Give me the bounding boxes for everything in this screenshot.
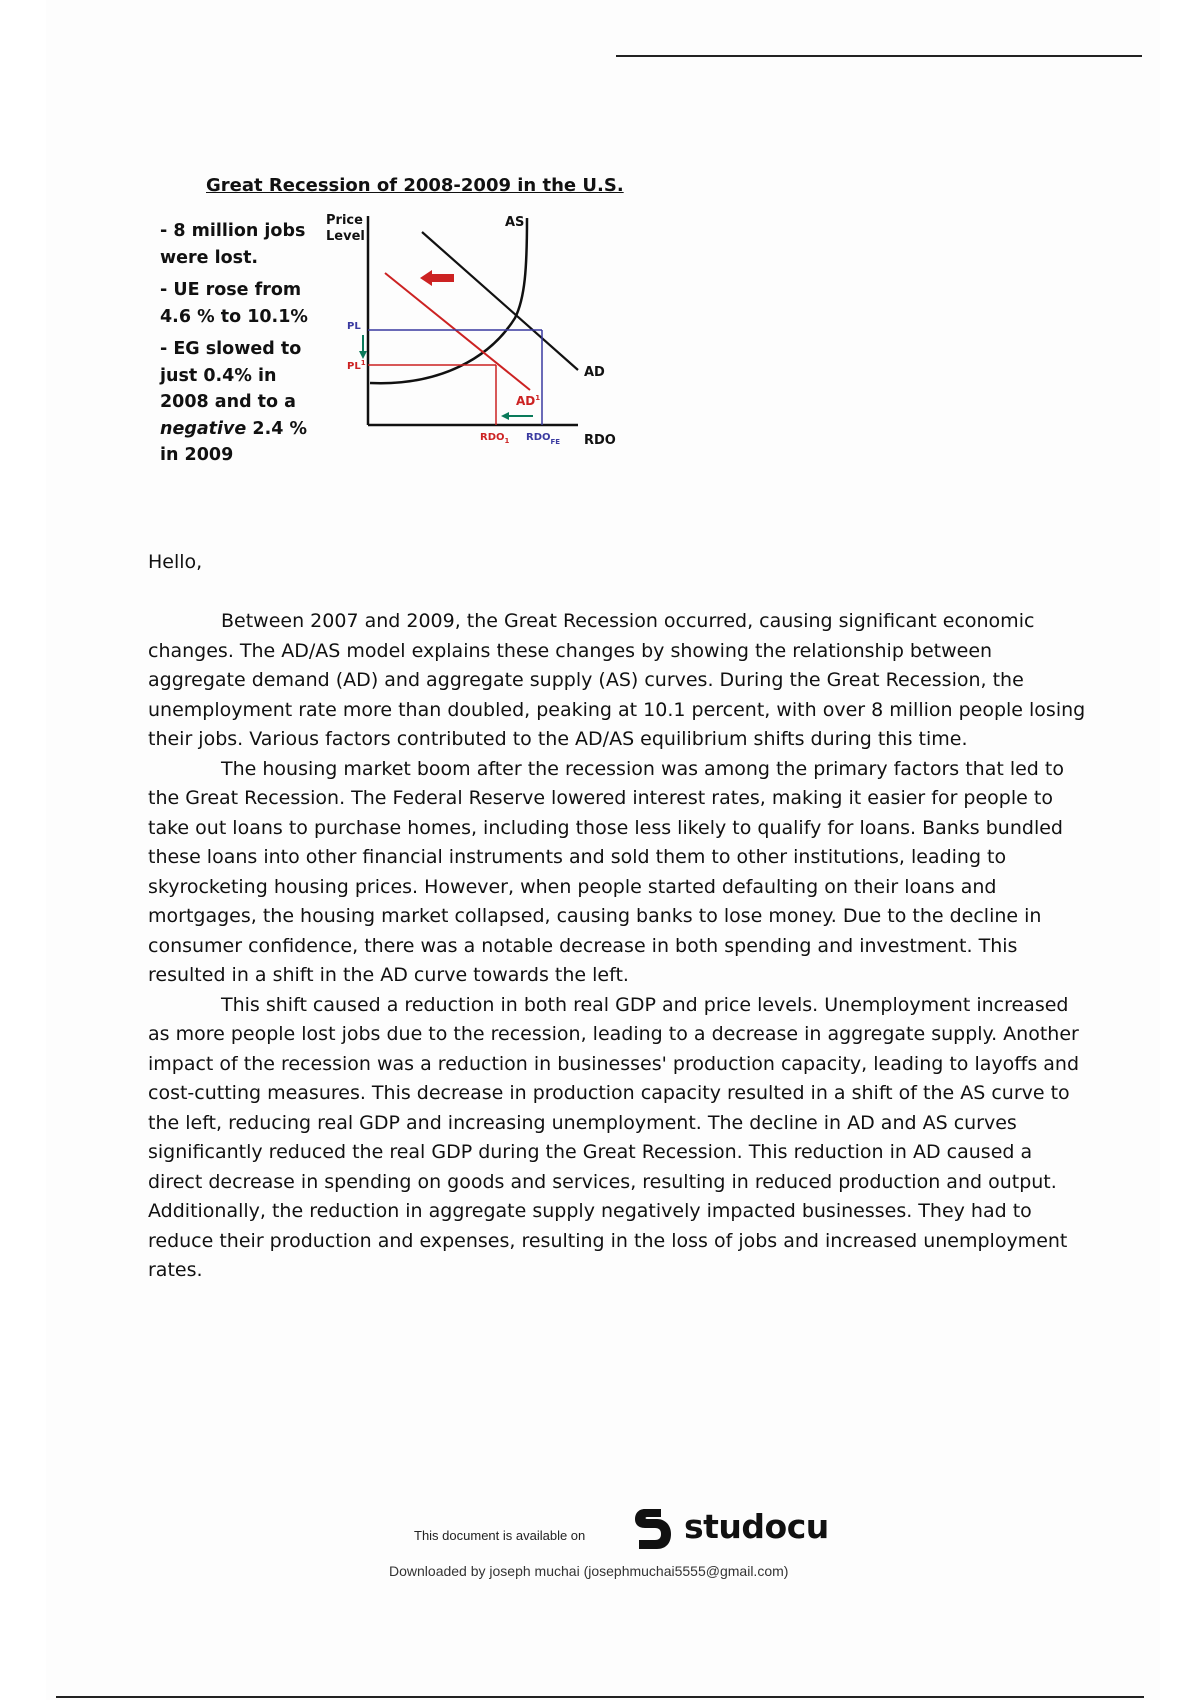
bullet-unemployment: - UE rose from 4.6 % to 10.1% [160,280,308,327]
bullet-growth: - EG slowed to just 0.4% in 2008 and to a negative 2.4 % in 2009 [160,339,308,465]
letter-body [148,607,1088,1286]
rdo1-label: $RDO_1$ [480,432,510,445]
downloaded-by-text: Downloaded by joseph muchai (josephmuchai5555@gmail.com) [389,1563,789,1579]
as-curve [370,218,527,383]
studocu-logo-icon[interactable] [631,1505,679,1553]
figure-title: Great Recession of 2008-2009 in the U.S. [206,175,624,196]
paragraph: Between 2007 and 2009, the Great Recession occurred, causing significant economic changes. The AD/AS model explains these changes by showing the relationship between aggregate demand (AD) and aggregate supply (AS) curves. During the Great Recession, the unemployment rate more than doubled, peaking at 10.1 percent, with over 8 million people losing their jobs. Various factors contributed to the AD/AS equilibrium shifts during this time. [148,610,1086,750]
studocu-brand[interactable]: studocu [684,1507,829,1546]
studocu-footer [0,1505,1200,1585]
pl-label: PL [347,321,361,332]
paragraph: The housing market boom after the recession was among the primary factors that led to the Great Recession. The Federal Reserve lowered interest rates, making it easier for people to take out loans to purchase homes, including those less likely to qualify for loans. Banks bundled these loans into other financial instruments and sold them to other institutions, leading to skyrocketing housing prices. However, when people started defaulting on their loans and mortgages, the housing market collapsed, causing banks to lose money. Due to the decline in consumer confidence, there was a notable decrease in both spending and investment. This resulted in a shift in the AD curve towards the left. [148,757,1064,986]
pl1-label: $PL^1$ [347,359,366,372]
y-label-2: Level [326,229,365,244]
figure-bullets [160,218,310,475]
ad1-curve [385,273,530,390]
shift-left-arrow-icon [420,270,454,286]
greeting: Hello, [148,551,203,573]
header-rule [616,55,1142,57]
left-arrow-icon [501,412,509,420]
ad-curve [422,232,578,370]
ad-label: AD [584,365,605,380]
rdofe-label: $RDO_{FE}$ [526,432,561,446]
bullet-jobs: - 8 million jobs were lost. [160,221,306,268]
as-label: AS [505,215,525,230]
ad-as-graph [320,208,620,458]
footer-rule [56,1696,1144,1698]
paragraph: This shift caused a reduction in both real GDP and price levels. Unemployment increased as more people lost jobs due to the recession, leading to a decrease in aggregate supply. Another impact of the recession was a reduction in businesses' production capacity, leading to layoffs and cost-cutting measures. This decrease in production capacity resulted in a shift of the AS curve to the left, reducing real GDP and increasing unemployment. The decline in AD and AS curves significantly reduced the real GDP during the Great Recession. This reduction in AD caused a direct decrease in spending on goods and services, resulting in reduced production and output. Additionally, the reduction in aggregate supply negatively impacted businesses. They had to reduce their production and expenses, resulting in the loss of jobs and increased unemployment rates. [148,993,1080,1281]
available-on-text: This document is available on [414,1528,586,1543]
ad1-label: $AD^1$ [516,394,541,408]
x-axis-label: RDO [584,433,616,448]
down-arrow-icon [359,351,367,359]
y-label-1: Price [326,213,363,228]
